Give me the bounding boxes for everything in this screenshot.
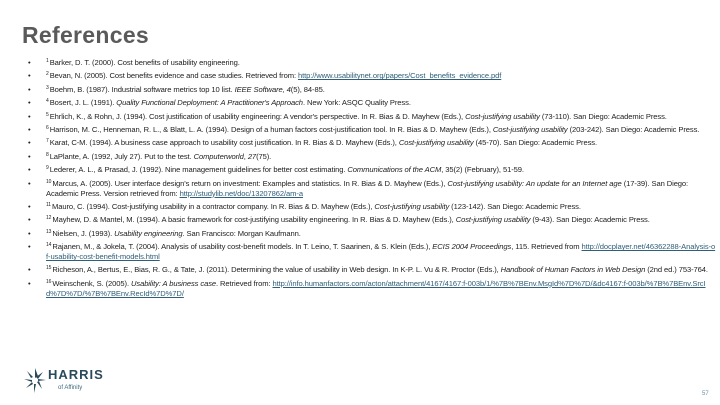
reference-list bbox=[26, 58, 716, 302]
reference-text: Ehrlich, K., & Rohn, J. (1994). Cost justification of usability engineering: A vendor's perspective. In R. Bias & D. Mayhew (Eds.), bbox=[49, 111, 466, 121]
reference-text: LaPlante, A. (1992, July 27). Put to the test. bbox=[49, 151, 194, 161]
reference-number: 5 bbox=[46, 111, 49, 118]
bullet: • bbox=[28, 178, 31, 188]
reference-number: 16 bbox=[46, 278, 52, 285]
reference-item bbox=[26, 125, 716, 135]
reference-text: (123-142). San Diego: Academic Press. bbox=[449, 201, 581, 211]
reference-text: , 115. Retrieved from bbox=[511, 242, 582, 252]
reference-text: Rajanen, M., & Jokela, T. (2004). Analysis of usability cost-benefit models. In T. Leino, T. Saarinen, & S. Klein (Eds.), bbox=[52, 242, 433, 252]
reference-item bbox=[26, 71, 716, 81]
reference-text: (75). bbox=[256, 151, 272, 161]
reference-title-italic: Usability engineering bbox=[114, 228, 183, 238]
reference-item bbox=[26, 112, 716, 122]
reference-title-italic: Cost-justifying usability bbox=[455, 215, 531, 225]
reference-link[interactable]: http://docplayer.net/46362288-Analysis-of-usability-cost-benefit-models.html bbox=[46, 242, 716, 262]
reference-item bbox=[26, 229, 716, 239]
reference-text: (2nd ed.) 753-764. bbox=[645, 265, 708, 275]
slide-title: References bbox=[22, 22, 150, 48]
reference-text: , 35(2) (February), 51-59. bbox=[441, 165, 524, 175]
reference-title-italic: Cost-justifying usability bbox=[374, 201, 450, 211]
reference-item bbox=[26, 152, 716, 162]
reference-text: (5), 84-85. bbox=[290, 84, 325, 94]
reference-title-italic: Cost-justifying usability bbox=[492, 124, 568, 134]
bullet: • bbox=[28, 138, 31, 148]
reference-number: 2 bbox=[46, 71, 49, 78]
bullet: • bbox=[28, 84, 31, 94]
reference-number: 1 bbox=[46, 58, 49, 64]
reference-item bbox=[26, 242, 716, 262]
reference-number: 11 bbox=[46, 201, 51, 208]
logo-sub-text: of Affinity bbox=[58, 385, 83, 391]
reference-title-italic: Cost-justifying usability bbox=[465, 111, 540, 121]
reference-text: Harrison, M. C., Henneman, R. L., & Blatt, L. A. (1994). Design of a human factors cost-justification tool. In R. Bias & D. Mayhew (Eds.), bbox=[49, 124, 493, 134]
reference-number: 12 bbox=[46, 215, 52, 222]
logo-brand-text: HARRIS bbox=[48, 367, 104, 382]
bullet: • bbox=[28, 228, 31, 238]
reference-number: 6 bbox=[46, 124, 49, 131]
reference-title-italic: Quality Functional Deployment: A Practitioner's Approach bbox=[116, 98, 303, 108]
reference-title-italic: Cost-justifying usability: An update for an Internet age bbox=[447, 178, 622, 188]
reference-title-italic: Usability: A business case bbox=[130, 278, 217, 288]
reference-text: Lederer, A. L., & Prasad, J. (1992). Nine management guidelines for better cost estimating. bbox=[49, 165, 348, 175]
reference-text: Richeson, A., Bertus, E., Bias, R. G., & Tate, J. (2011). Determining the value of usability in Web design. In K-P. L. Vu & R. Proctor (Eds.), bbox=[52, 265, 501, 275]
reference-number: 14 bbox=[46, 242, 52, 249]
reference-text: Nielsen, J. (1993). bbox=[52, 228, 115, 238]
bullet: • bbox=[28, 111, 31, 121]
reference-number: 3 bbox=[46, 84, 49, 91]
harris-logo bbox=[22, 364, 122, 400]
reference-number: 8 bbox=[46, 151, 49, 158]
bullet: • bbox=[28, 98, 31, 108]
reference-item bbox=[26, 215, 716, 225]
bullet: • bbox=[28, 201, 31, 211]
reference-title-italic: 27 bbox=[247, 151, 257, 161]
reference-link[interactable]: http://www.usabilitynet.org/papers/Cost_benefits_evidence.pdf bbox=[297, 71, 502, 81]
reference-text: Bosert, J. L. (1991). bbox=[49, 98, 117, 108]
reference-item bbox=[26, 265, 716, 275]
reference-number: 9 bbox=[46, 165, 49, 172]
reference-title-italic: IEEE Software, 4 bbox=[234, 84, 291, 94]
reference-text: (73-110). San Diego: Academic Press. bbox=[539, 111, 667, 121]
reference-number: 4 bbox=[46, 98, 49, 105]
reference-text: (203-242). San Diego: Academic Press. bbox=[567, 124, 700, 134]
bullet: • bbox=[28, 265, 31, 275]
reference-text: Bevan, N. (2005). Cost benefits evidence and case studies. Retrieved from: bbox=[49, 71, 298, 81]
bullet: • bbox=[28, 151, 31, 161]
reference-number: 7 bbox=[46, 138, 49, 145]
reference-text: Mauro, C. (1994). Cost-justifying usability in a contractor company. In R. Bias & D. Mayhew (Eds.), bbox=[52, 201, 375, 211]
reference-text: (45-70). San Diego: Academic Press. bbox=[473, 138, 597, 148]
reference-title-italic: Handbook of Human Factors in Web Design bbox=[500, 265, 646, 275]
bullet: • bbox=[28, 278, 31, 288]
reference-text: Barker, D. T. (2000). Cost benefits of usability engineering. bbox=[49, 58, 240, 67]
reference-title-italic: Communications of the ACM bbox=[347, 165, 442, 175]
reference-title-italic: Cost-justifying usability bbox=[398, 138, 474, 148]
reference-text: Marcus, A. (2005). User interface design's return on investment: Examples and statistics. In R. Bias & D. Mayhew (Eds.), bbox=[52, 178, 448, 188]
bullet: • bbox=[28, 58, 31, 67]
reference-text: . San Francisco: Morgan Kaufmann. bbox=[182, 228, 301, 238]
bullet: • bbox=[28, 242, 31, 252]
reference-text: Boehm, B. (1987). Industrial software metrics top 10 list. bbox=[49, 84, 235, 94]
reference-item bbox=[26, 98, 716, 108]
reference-text: . Retrieved from: bbox=[216, 278, 273, 288]
reference-text: . New York: ASQC Quality Press. bbox=[302, 98, 411, 108]
bullet: • bbox=[28, 124, 31, 134]
reference-text: (17-39). San Diego: Academic Press. Version retrieved from: bbox=[46, 178, 689, 198]
reference-title-italic: Computerworld bbox=[193, 151, 244, 161]
bullet: • bbox=[28, 215, 31, 225]
reference-item bbox=[26, 279, 716, 299]
reference-text: Mayhew, D. & Mantel, M. (1994). A basic framework for cost-justifying usability engineering. In R. Bias & D. Mayhew (Eds.), bbox=[52, 215, 456, 225]
reference-title-italic: ECIS 2004 Proceedings bbox=[432, 242, 512, 252]
reference-item bbox=[26, 202, 716, 212]
reference-number: 10 bbox=[46, 178, 52, 185]
reference-number: 13 bbox=[46, 228, 52, 235]
page-number: 57 bbox=[702, 391, 709, 397]
reference-link[interactable]: http://studylib.net/doc/13207862/am-a bbox=[179, 188, 303, 198]
reference-text: Karat, C-M. (1994). A business case approach to usability cost justification. In R. Bias & D. Mayhew (Eds.), bbox=[49, 138, 399, 148]
reference-item bbox=[26, 85, 716, 95]
reference-item bbox=[26, 138, 716, 148]
reference-text: Weinschenk, S. (2005). bbox=[52, 278, 131, 288]
bullet: • bbox=[28, 165, 31, 175]
reference-item bbox=[26, 179, 716, 199]
reference-text: (9-43). San Diego: Academic Press. bbox=[530, 215, 650, 225]
reference-number: 15 bbox=[46, 265, 52, 272]
logo-pinwheel-icon bbox=[22, 364, 48, 396]
reference-text: , bbox=[243, 151, 248, 161]
reference-item bbox=[26, 58, 716, 68]
reference-link[interactable]: http://info.humanfactors.com/acton/attachment/4167/4167:f-003b/1/%7B%7BEnv.MsgId%7D%7D/&dc4167:f-003b/%7B%7BEnv.SrcId%7D%7D/%7B%7BEnv.RecId%7D%7D/ bbox=[46, 278, 706, 298]
bullet: • bbox=[28, 71, 31, 81]
reference-item bbox=[26, 165, 716, 175]
